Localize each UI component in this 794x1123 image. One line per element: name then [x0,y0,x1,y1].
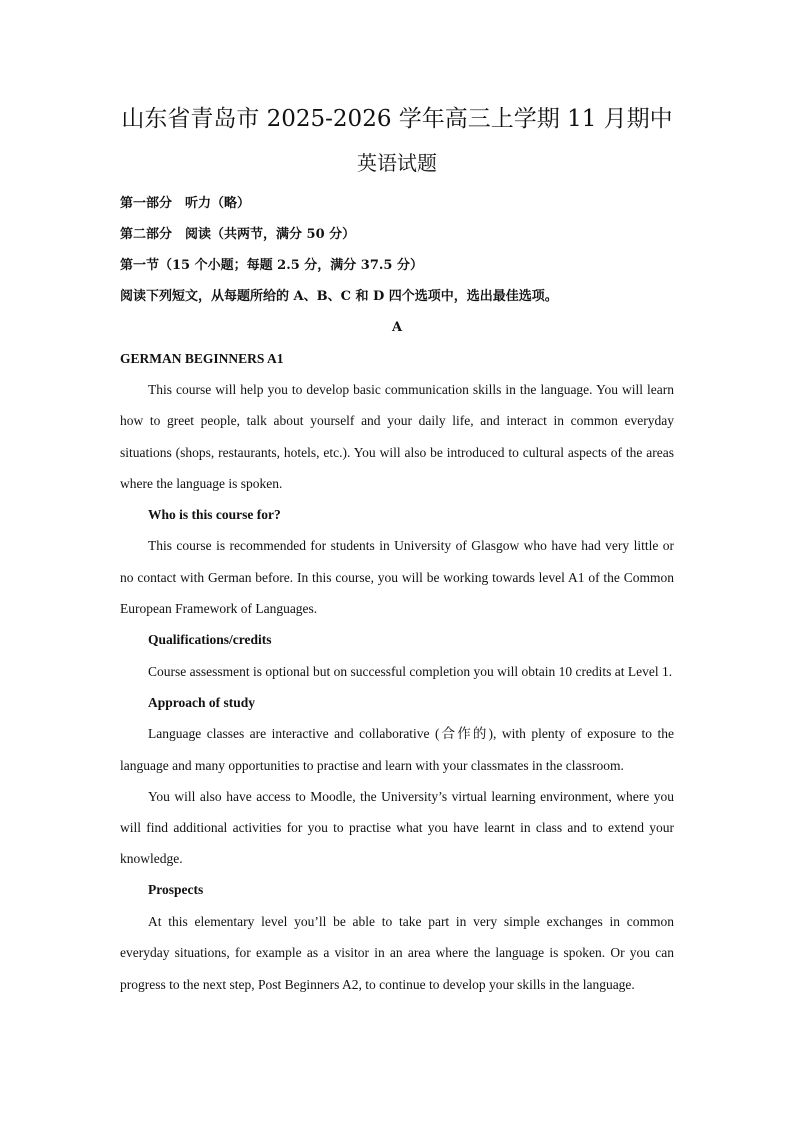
approach-heading: Approach of study [148,694,256,710]
exam-title: 山东省青岛市 2025-2026 学年高三上学期 11 月期中 [121,106,673,132]
qualifications-paragraph: Course assessment is optional but on successful completion you will obtain 10 credits at Level 1. [148,663,673,679]
part-one-heading: 第一部分 听力（略） [120,195,251,211]
section-one-heading: 第一节（15 个小题；每题 2.5 分，满分 37.5 分） [120,257,423,273]
passage-label: A [391,319,403,335]
course-title: GERMAN BEGINNERS A1 [120,350,284,366]
who-heading: Who is this course for? [148,506,281,522]
who-paragraph: This course is recommended for students in University of Glasgow who have had very little or no contact with German before. In this course, you will be working towards level A1 of the Common European Framework of Languages. [120,538,674,617]
intro-paragraph: This course will help you to develop basic communication skills in the language. You will learn how to greet people, talk about yourself and your daily life, and interact in common everyday situations (shops, restaurants, hotels, etc.). You will also be introduced to cultural aspects of the areas where the language is spoken. [120,382,674,491]
exam-subtitle: 英语试题 [357,151,437,175]
prospects-paragraph: At this elementary level you’ll be able to take part in very simple exchanges in common everyday situations, for example as a visitor in an area where the language is spoken. Or you can progress to the next step, Post Beginners A2, to continue to develop your skills in the language. [120,914,674,992]
part-two-heading: 第二部分 阅读（共两节，满分 50 分） [120,226,356,242]
approach-paragraph-1: Language classes are interactive and collaborative (合作的), with plenty of exposure to the language and many opportunities to practise and learn with your classmates in the classroom. [120,726,674,773]
approach-paragraph-2: You will also have access to Moodle, the University’s virtual learning environment, where you will find additional activities for you to practise what you have learnt in class and to extend your knowledge. [120,788,674,867]
qualifications-heading: Qualifications/credits [148,632,272,648]
prospects-heading: Prospects [148,882,204,898]
instructions: 阅读下列短文，从每题所给的 A、B、C 和 D 四个选项中，选出最佳选项。 [120,288,558,304]
